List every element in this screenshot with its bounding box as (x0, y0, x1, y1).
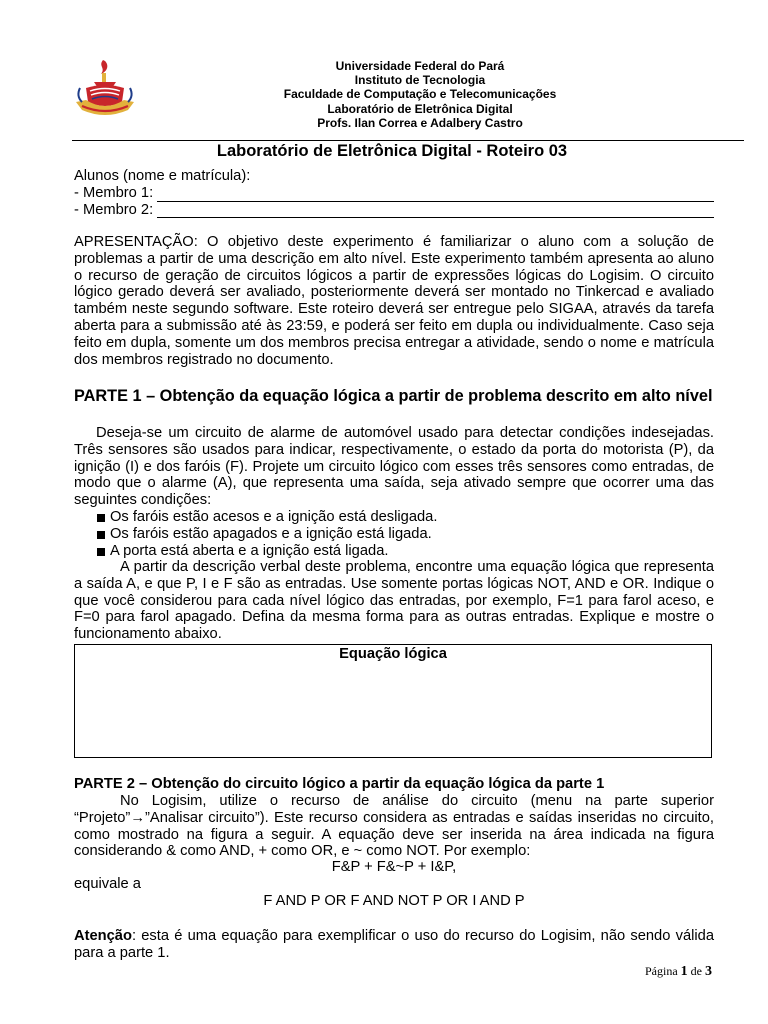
bullet-square-icon (97, 514, 105, 522)
member-1-label: - Membro 1: (74, 184, 154, 201)
bullet-square-icon (97, 531, 105, 539)
part1-instructions-paragraph: A partir da descrição verbal deste problema, encontre uma equação lógica que representa a saída A, e que P, I e F são as entradas. Use somente portas lógicas NOT, AND e OR. Indique o que você considerou para cada nível lógico das entradas, por exemplo, F=1 para farol aceso, e F=0 para farol apagado. Defina da mesma forma para as outras entradas. Explique e mostre o funcionamento abaixo. (74, 559, 714, 643)
attention-text: : esta é uma equação para exemplificar o uso do recurso do Logisim, não sendo válida para a parte 1. (74, 928, 714, 961)
equivale-label: equivale a (74, 876, 141, 892)
page-word: Página (645, 964, 678, 978)
member-2-blank-field[interactable] (157, 204, 714, 218)
part2-paragraph (74, 793, 714, 860)
document-title: Laboratório de Eletrônica Digital - Roteiro 03 (216, 142, 568, 160)
member-1-row (74, 185, 714, 202)
member-2-label: - Membro 2: (74, 201, 154, 218)
list-item: Os faróis estão acesos e a ignição está desligada. (96, 509, 736, 526)
list-item: A porta está aberta e a ignição está ligada. (96, 543, 736, 560)
part1-title: PARTE 1 – Obtenção da equação lógica a partir de problema descrito em alto nível (74, 387, 713, 405)
part1-conditions-list (74, 509, 736, 559)
part1-intro-paragraph: Deseja-se um circuito de alarme de automóvel usado para detectar condições indesejadas. Três sensores são usados para indicar, respectivamente, o estado da porta do motorista (P), da ignição (I) e dos faróis (F). Projete um circuito lógico com esses três sensores como entradas, de modo que o alarme (A), que representa uma saída, seja ativado sempre que ocorrer uma das seguintes condições: (74, 425, 714, 509)
bullet-square-icon (97, 548, 105, 556)
total-pages-number: 3 (705, 964, 712, 979)
students-section (74, 168, 714, 218)
header-line-lab: Laboratório de Eletrônica Digital (327, 101, 513, 116)
ufpa-crest-icon (72, 58, 138, 124)
member-2-row (74, 202, 714, 219)
students-label: Alunos (nome e matrícula): (74, 168, 251, 184)
institution-header (160, 59, 680, 130)
equation-answer-box[interactable] (74, 644, 712, 758)
current-page-number: 1 (680, 964, 688, 979)
header-line-university: Universidade Federal do Pará (335, 59, 505, 73)
equation-box-title: Equação lógica (339, 646, 447, 662)
header-line-institute: Instituto de Tecnologia (354, 73, 486, 88)
member-1-blank-field[interactable] (157, 188, 714, 202)
list-item: Os faróis estão apagados e a ignição está ligada. (96, 526, 736, 543)
header-line-professors: Profs. Ilan Correa e Adalbery Castro (317, 115, 523, 130)
attention-label: Atenção (74, 928, 132, 944)
right-arrow-icon: → (130, 809, 146, 826)
header-line-faculty: Faculdade de Computação e Telecomunicações (283, 87, 557, 102)
attention-paragraph (74, 928, 714, 962)
of-word: de (690, 964, 702, 978)
part2-title: PARTE 2 – Obtenção do circuito lógico a partir da equação lógica da parte 1 (74, 776, 605, 792)
example-expression-words: F AND P OR F AND NOT P OR I AND P (263, 893, 525, 909)
example-expression: F&P + F&~P + I&P, (331, 859, 457, 875)
part2-text-after: ”Analisar circuito”). Este recurso considera as entradas e saídas inseridas no circuito, como mostrado na figura a seguir. A equação deve ser inserida na área indicada na figura considerando & como AND, + como OR, e ~ como NOT. Por exemplo: (74, 809, 714, 860)
part2-text-before: No Logisim, utilize o recurso de análise do circuito (menu na parte superior “Projeto” (74, 793, 714, 826)
page-number-footer (645, 964, 712, 980)
presentation-paragraph: APRESENTAÇÃO: O objetivo deste experimento é familiarizar o aluno com a solução de problemas a partir de uma descrição em alto nível. Este experimento também apresenta ao aluno o recurso de geração de circuitos lógicos a partir de expressões lógicas do Logisim. O circuito lógico gerado deverá ser avaliado, posteriormente deverá ser montado no Tinkercad e avaliado também neste segundo software. Este roteiro deverá ser entregue pelo SIGAA, através da tarefa aberta para a submissão até às 23:59, e poderá ser feito em dupla ou individualmente. Caso seja feito em dupla, somente um dos membros precisa entregar a atividade, sendo o nome e matrícula dos membros registrado no documento. (74, 234, 714, 368)
